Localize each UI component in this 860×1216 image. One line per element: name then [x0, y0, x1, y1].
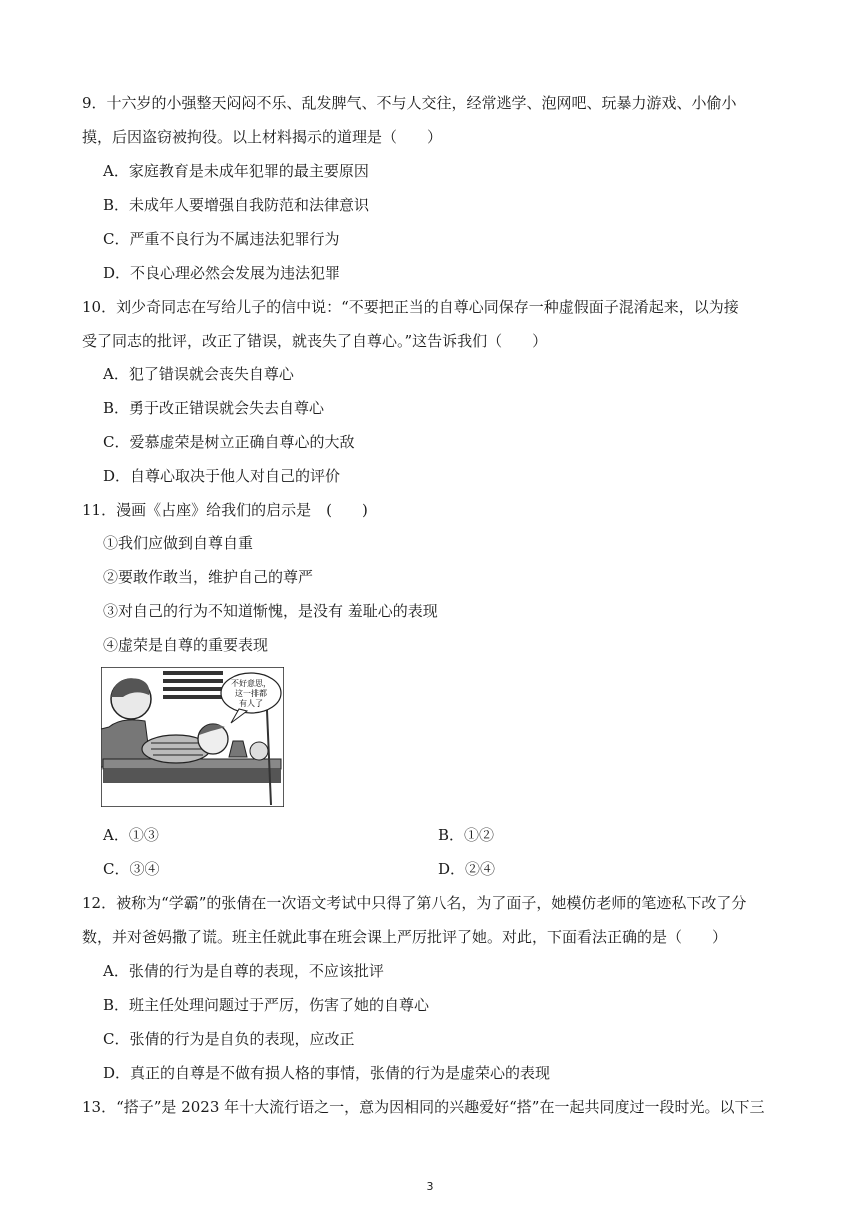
q10-option-d: D．自尊心取决于他人对自己的评价: [103, 467, 341, 485]
q11-option-a: A．①③: [103, 826, 159, 844]
q12-option-b: B．班主任处理问题过于严厉，伤害了她的自尊心: [103, 996, 430, 1014]
q9-stem-line1: 9．十六岁的小强整天闷闷不乐、乱发脾气、不与人交往，经常逃学、泡网吧、玩暴力游戏、小偷小: [82, 94, 737, 112]
q11-statement-1: ①我们应做到自尊自重: [103, 534, 254, 552]
q9-stem-line2: 摸，后因盗窃被拘役。以上材料揭示的道理是（ ）: [82, 128, 443, 146]
q13-stem-line1: 13．“搭子”是 2023 年十大流行语之一，意为因相同的兴趣爱好“搭”在一起共同度过一段时光。以下三: [82, 1098, 765, 1116]
q9-option-b: B．未成年人要增强自我防范和法律意识: [103, 196, 370, 214]
q10-option-c: C．爱慕虚荣是树立正确自尊心的大敌: [103, 433, 355, 451]
q12-option-d: D．真正的自尊是不做有损人格的事情，张倩的行为是虚荣心的表现: [103, 1064, 551, 1082]
page-number: 3: [426, 1180, 434, 1193]
q11-statement-2: ②要敢作敢当，维护自己的尊严: [103, 568, 314, 586]
q10-stem-line2: 受了同志的批评，改正了错误，就丧失了自尊心。”这告诉我们（ ）: [82, 332, 548, 350]
q11-option-d: D．②④: [438, 860, 496, 878]
q11-stem: 11．漫画《占座》给我们的启示是 ( ): [82, 501, 368, 519]
q11-statement-3: ③对自己的行为不知道惭愧，是没有 羞耻心的表现: [103, 602, 438, 620]
q12-stem-line1: 12．被称为“学霸”的张倩在一次语文考试中只得了第八名，为了面子，她模仿老师的笔迹私下改了分: [82, 894, 747, 912]
q9-option-a: A．家庭教育是未成年犯罪的最主要原因: [103, 162, 369, 180]
q11-statement-4: ④虚荣是自尊的重要表现: [103, 636, 269, 654]
q10-stem-line1: 10．刘少奇同志在写给儿子的信中说：“不要把正当的自尊心同保存一种虚假面子混淆起来，以为接: [82, 298, 739, 316]
bubble-text-1: 不好意思，: [231, 679, 271, 688]
bubble-text-2: 这一排都: [235, 689, 267, 698]
seat-occupying-cartoon: [101, 667, 284, 807]
bubble-text-3: 有人了: [239, 699, 263, 708]
q11-option-b: B．①②: [438, 826, 495, 844]
q12-stem-line2: 数，并对爸妈撒了谎。班主任就此事在班会课上严厉批评了她。对此，下面看法正确的是（ ）: [82, 928, 728, 946]
q12-option-a: A．张倩的行为是自尊的表现，不应该批评: [103, 962, 384, 980]
q12-option-c: C．张倩的行为是自负的表现，应改正: [103, 1030, 355, 1048]
q9-option-c: C．严重不良行为不属违法犯罪行为: [103, 230, 340, 248]
q10-option-b: B．勇于改正错误就会失去自尊心: [103, 399, 325, 417]
q10-option-a: A．犯了错误就会丧失自尊心: [103, 365, 294, 383]
q11-option-c: C．③④: [103, 860, 160, 878]
q9-option-d: D．不良心理必然会发展为违法犯罪: [103, 264, 341, 282]
